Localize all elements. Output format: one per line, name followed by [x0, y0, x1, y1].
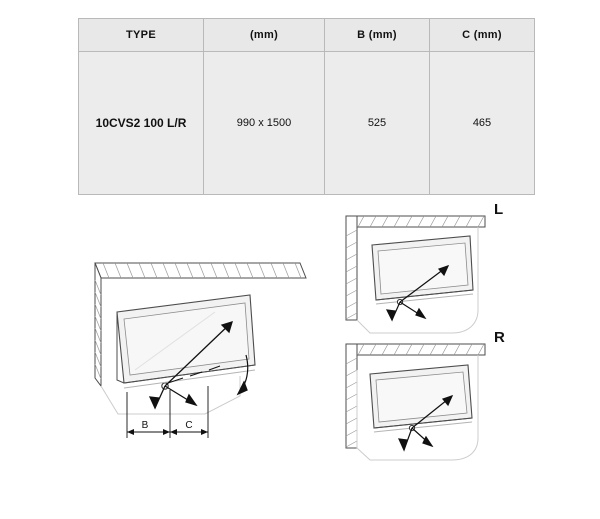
column-header-type: TYPE	[79, 19, 204, 52]
table-header-row	[79, 19, 535, 52]
variant-drawing-l	[346, 201, 503, 333]
technical-drawings	[0, 200, 600, 519]
wall-top-slab	[95, 263, 306, 278]
specification-table	[78, 18, 535, 195]
variant-label-l: L	[494, 201, 504, 218]
column-header-c-mm: C (mm)	[430, 19, 535, 52]
dimension-lines	[127, 386, 208, 438]
variant-drawing-r	[346, 329, 505, 460]
cell-b: 525	[325, 52, 430, 195]
column-header-b-mm: B (mm)	[325, 19, 430, 52]
wall-side-slab	[95, 263, 101, 386]
table-row	[79, 52, 535, 195]
cell-type: 10CVS2 100 L/R	[79, 52, 204, 195]
variant-label-r: R	[494, 329, 505, 346]
cell-size: 990 x 1500	[204, 52, 325, 195]
column-header-mm: (mm)	[204, 19, 325, 52]
main-perspective-drawing	[95, 263, 306, 438]
cell-c: 465	[430, 52, 535, 195]
dimension-label-c: C	[185, 420, 193, 431]
glass-panel-main	[117, 295, 255, 383]
dimension-label-b: B	[141, 420, 149, 431]
